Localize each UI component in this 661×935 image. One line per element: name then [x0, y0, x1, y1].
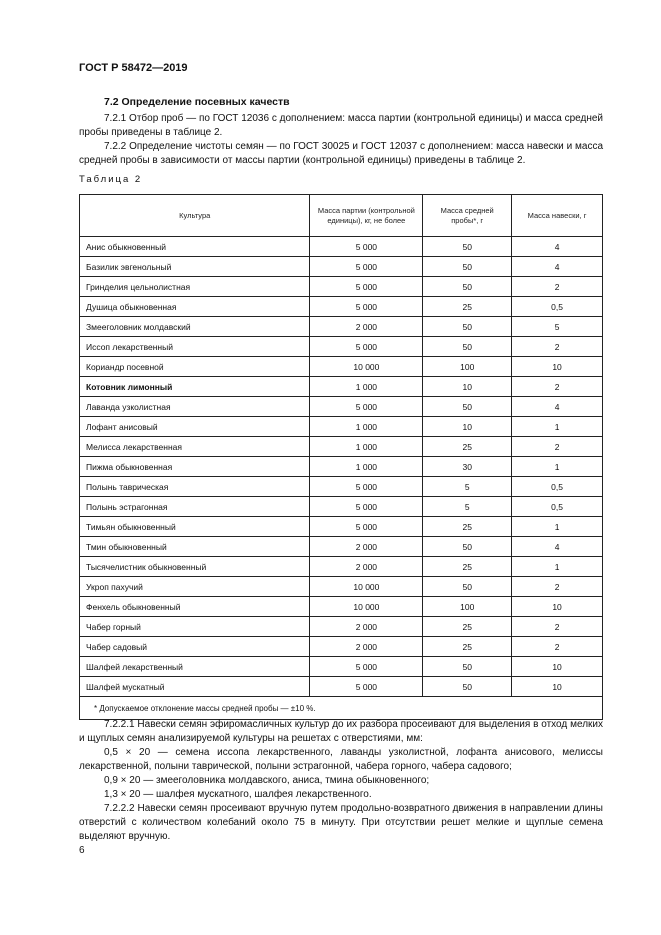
- lot-mass-cell: 5 000: [310, 657, 423, 677]
- sample-mass-cell: 50: [423, 677, 512, 697]
- lot-mass-cell: 2 000: [310, 557, 423, 577]
- weight-mass-cell: 0,5: [512, 297, 603, 317]
- sample-mass-cell: 25: [423, 637, 512, 657]
- culture-cell: Тмин обыкновенный: [80, 537, 310, 557]
- culture-cell: Гринделия цельнолистная: [80, 277, 310, 297]
- weight-mass-cell: 4: [512, 237, 603, 257]
- sample-mass-cell: 50: [423, 657, 512, 677]
- table-row: [80, 637, 603, 657]
- lot-mass-cell: 5 000: [310, 257, 423, 277]
- table-row: [80, 417, 603, 437]
- table-footnote: * Допускаемое отклонение массы средней пробы — ±10 %.: [80, 697, 603, 720]
- table-row: [80, 677, 603, 697]
- culture-cell: Душица обыкновенная: [80, 297, 310, 317]
- culture-cell: Пижма обыкновенная: [80, 457, 310, 477]
- table-row: [80, 277, 603, 297]
- weight-mass-cell: 10: [512, 657, 603, 677]
- weight-mass-cell: 10: [512, 597, 603, 617]
- table-footnote-row: [80, 697, 603, 720]
- table-row: [80, 237, 603, 257]
- weight-mass-cell: 1: [512, 517, 603, 537]
- sample-mass-cell: 50: [423, 537, 512, 557]
- culture-cell: Базилик эвгенольный: [80, 257, 310, 277]
- sample-mass-cell: 5: [423, 477, 512, 497]
- sample-mass-cell: 100: [423, 597, 512, 617]
- paragraph-7-2-2: 7.2.2 Определение чистоты семян — по ГОСТ 30025 и ГОСТ 12037 с дополнением: масса навески и масса средней пробы в зависимости от массы партии (контрольной единицы) приведены в таблице 2.: [79, 141, 603, 166]
- culture-cell: Иссоп лекарственный: [80, 337, 310, 357]
- weight-mass-cell: 0,5: [512, 497, 603, 517]
- weight-mass-cell: 2: [512, 337, 603, 357]
- table-row: [80, 357, 603, 377]
- culture-cell: Анис обыкновенный: [80, 237, 310, 257]
- paragraph-sieve-1-3: 1,3 × 20 — шалфея мускатного, шалфея лекарственного.: [104, 789, 372, 800]
- table-row: [80, 377, 603, 397]
- weight-mass-cell: 2: [512, 577, 603, 597]
- culture-cell: Полынь таврическая: [80, 477, 310, 497]
- seed-mass-table: [79, 194, 603, 720]
- weight-mass-cell: 4: [512, 397, 603, 417]
- sample-mass-cell: 25: [423, 617, 512, 637]
- weight-mass-cell: 2: [512, 377, 603, 397]
- culture-cell: Полынь эстрагонная: [80, 497, 310, 517]
- sample-mass-cell: 25: [423, 517, 512, 537]
- header-culture: Культура: [80, 195, 310, 237]
- sample-mass-cell: 50: [423, 257, 512, 277]
- weight-mass-cell: 4: [512, 537, 603, 557]
- table-row: [80, 437, 603, 457]
- lot-mass-cell: 2 000: [310, 537, 423, 557]
- weight-mass-cell: 2: [512, 617, 603, 637]
- intro-paragraphs: [79, 112, 603, 168]
- page-number: 6: [79, 845, 85, 856]
- lot-mass-cell: 1 000: [310, 377, 423, 397]
- culture-cell: Шалфей мускатный: [80, 677, 310, 697]
- weight-mass-cell: 0,5: [512, 477, 603, 497]
- weight-mass-cell: 1: [512, 557, 603, 577]
- sample-mass-cell: 50: [423, 317, 512, 337]
- lot-mass-cell: 10 000: [310, 597, 423, 617]
- table-row: [80, 457, 603, 477]
- culture-cell: Чабер садовый: [80, 637, 310, 657]
- table-row: [80, 577, 603, 597]
- lot-mass-cell: 2 000: [310, 617, 423, 637]
- lot-mass-cell: 5 000: [310, 497, 423, 517]
- lot-mass-cell: 5 000: [310, 677, 423, 697]
- weight-mass-cell: 5: [512, 317, 603, 337]
- weight-mass-cell: 2: [512, 277, 603, 297]
- table-row: [80, 517, 603, 537]
- table-row: [80, 317, 603, 337]
- lot-mass-cell: 5 000: [310, 337, 423, 357]
- weight-mass-cell: 2: [512, 437, 603, 457]
- lot-mass-cell: 2 000: [310, 637, 423, 657]
- table-row: [80, 657, 603, 677]
- table-row: [80, 497, 603, 517]
- table-row: [80, 297, 603, 317]
- lot-mass-cell: 2 000: [310, 317, 423, 337]
- lot-mass-cell: 5 000: [310, 277, 423, 297]
- culture-cell: Котовник лимонный: [80, 377, 310, 397]
- culture-cell: Чабер горный: [80, 617, 310, 637]
- culture-cell: Кориандр посевной: [80, 357, 310, 377]
- paragraph-sieve-0-5: 0,5 × 20 — семена иссопа лекарственного, лаванды узколистной, лофанта анисового, мелиссы лекарственной, полыни таврической, полыни эстрагонной, чабера горного, чабера садового;: [79, 747, 603, 772]
- paragraph-sieve-0-9: 0,9 × 20 — змееголовника молдавского, аниса, тмина обыкновенного;: [104, 775, 430, 786]
- sample-mass-cell: 5: [423, 497, 512, 517]
- weight-mass-cell: 1: [512, 417, 603, 437]
- table-row: [80, 257, 603, 277]
- weight-mass-cell: 1: [512, 457, 603, 477]
- lot-mass-cell: 10 000: [310, 357, 423, 377]
- lot-mass-cell: 1 000: [310, 457, 423, 477]
- table-row: [80, 397, 603, 417]
- culture-cell: Мелисса лекарственная: [80, 437, 310, 457]
- lot-mass-cell: 5 000: [310, 237, 423, 257]
- sample-mass-cell: 50: [423, 337, 512, 357]
- document-header: ГОСТ Р 58472—2019: [79, 62, 188, 74]
- sample-mass-cell: 50: [423, 277, 512, 297]
- culture-cell: Фенхель обыкновенный: [80, 597, 310, 617]
- sample-mass-cell: 30: [423, 457, 512, 477]
- lot-mass-cell: 1 000: [310, 417, 423, 437]
- culture-cell: Укроп пахучий: [80, 577, 310, 597]
- table-row: [80, 597, 603, 617]
- culture-cell: Лофант анисовый: [80, 417, 310, 437]
- weight-mass-cell: 4: [512, 257, 603, 277]
- header-weight-mass: Масса навески, г: [512, 195, 603, 237]
- sample-mass-cell: 25: [423, 437, 512, 457]
- paragraph-7-2-2-2: 7.2.2.2 Навески семян просеивают вручную путем продольно-возвратного движения в направлении длины отверстий с количеством колебаний около 75 в минуту. При отсутствии решет мелкие и щуплые семена выделяют вручную.: [79, 803, 603, 842]
- sample-mass-cell: 25: [423, 297, 512, 317]
- lot-mass-cell: 5 000: [310, 517, 423, 537]
- culture-cell: Тимьян обыкновенный: [80, 517, 310, 537]
- table-row: [80, 537, 603, 557]
- lot-mass-cell: 5 000: [310, 297, 423, 317]
- culture-cell: Змееголовник молдавский: [80, 317, 310, 337]
- sample-mass-cell: 100: [423, 357, 512, 377]
- table-caption: Таблица 2: [79, 174, 143, 185]
- sample-mass-cell: 50: [423, 237, 512, 257]
- culture-cell: Тысячелистник обыкновенный: [80, 557, 310, 577]
- table-row: [80, 617, 603, 637]
- sample-mass-cell: 10: [423, 377, 512, 397]
- section-title: 7.2 Определение посевных качеств: [104, 96, 290, 108]
- paragraph-7-2-1: 7.2.1 Отбор проб — по ГОСТ 12036 с дополнением: масса партии (контрольной единицы) и масса средней пробы приведены в таблице 2.: [79, 113, 603, 138]
- paragraph-7-2-2-1: 7.2.2.1 Навески семян эфиромасличных культур до их разбора просеивают для выделения в отход мелких и щуплых семян анализируемой культуры на решетах с отверстиями, мм:: [79, 719, 603, 744]
- header-lot-mass: Масса партии (контрольной единицы), кг, не более: [310, 195, 423, 237]
- sample-mass-cell: 25: [423, 557, 512, 577]
- lot-mass-cell: 1 000: [310, 437, 423, 457]
- table-row: [80, 557, 603, 577]
- table-row: [80, 477, 603, 497]
- sample-mass-cell: 50: [423, 397, 512, 417]
- culture-cell: Лаванда узколистная: [80, 397, 310, 417]
- header-sample-mass: Масса средней пробы*, г: [423, 195, 512, 237]
- lot-mass-cell: 5 000: [310, 397, 423, 417]
- sieve-paragraphs: [79, 718, 603, 844]
- table-header-row: [80, 195, 603, 237]
- weight-mass-cell: 2: [512, 637, 603, 657]
- sample-mass-cell: 10: [423, 417, 512, 437]
- table-row: [80, 337, 603, 357]
- lot-mass-cell: 10 000: [310, 577, 423, 597]
- lot-mass-cell: 5 000: [310, 477, 423, 497]
- culture-cell: Шалфей лекарственный: [80, 657, 310, 677]
- weight-mass-cell: 10: [512, 677, 603, 697]
- weight-mass-cell: 10: [512, 357, 603, 377]
- sample-mass-cell: 50: [423, 577, 512, 597]
